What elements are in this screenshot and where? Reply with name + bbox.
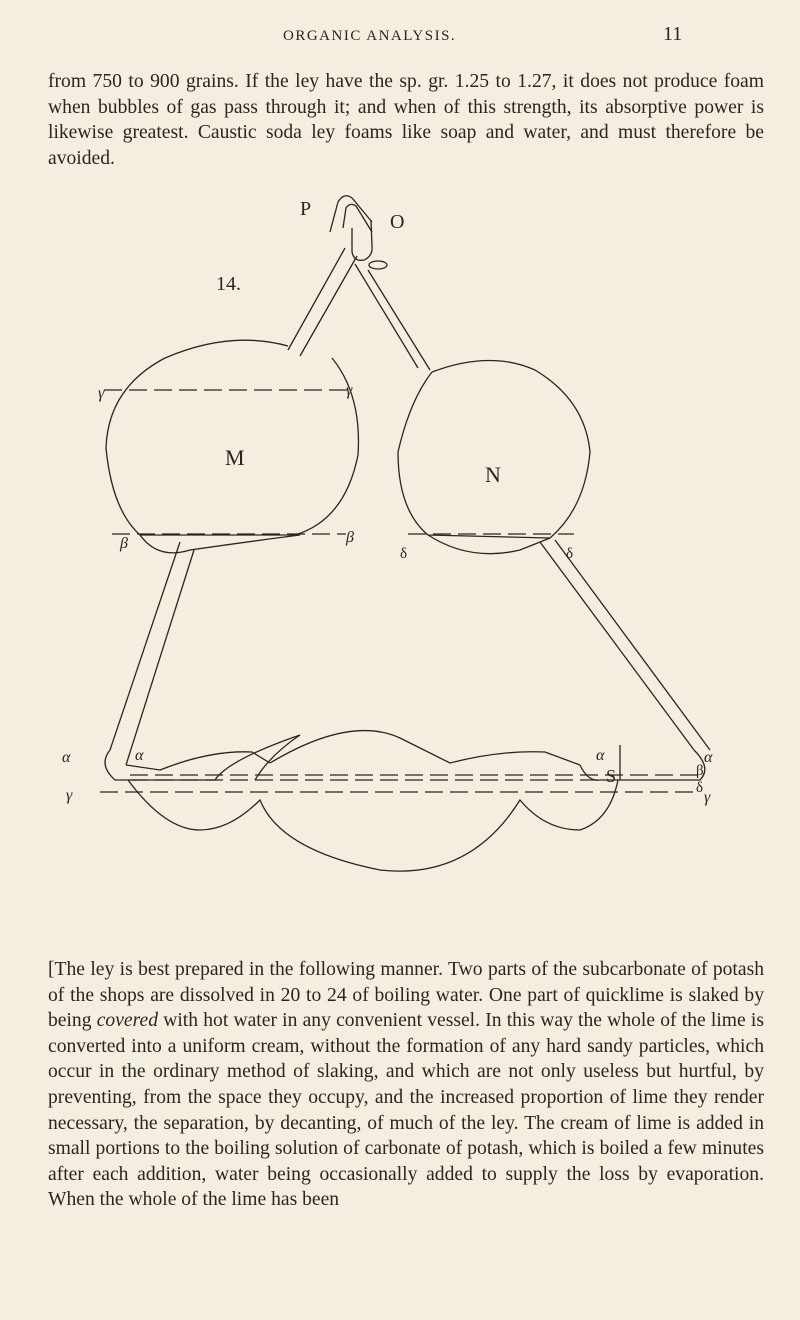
label-gamma-left: γ [98,385,105,402]
running-title: ORGANIC ANALYSIS. [283,28,457,44]
liebig-potash-apparatus-diagram [0,190,800,950]
lower-belly [128,780,618,871]
bulb-m [106,340,358,535]
label-alpha-right: α [704,749,713,766]
right-long-tube-outer [540,542,694,750]
tube-p-inner [343,204,372,232]
right-tube-inner [355,264,418,368]
label-alpha-left: α [62,749,71,766]
left-long-tube-outer [110,542,180,750]
label-alpha-inner-right: α [596,747,605,764]
label-s: S [606,766,617,786]
label-p: P [300,198,312,220]
left-long-tube-inner [126,550,194,765]
tube-p-outline [330,196,372,232]
bulb-n [398,360,590,538]
paragraph-preparation-part-1: [The ley is best prepared in the following manner. Two parts of the subcarbonate of potash of the shops are dissolved in 20 to 24 of boiling water. One part of quicklime is slaked by being [48,959,764,1032]
bulb-m-neck [140,535,300,553]
label-beta-m-left: β [120,535,128,552]
page-number: 11 [663,23,683,45]
label-gamma-bottom-left: γ [66,787,73,804]
label-beta-m-right: β [346,529,354,546]
label-m: M [225,445,245,470]
label-gamma-bottom-right: γ [704,789,711,806]
label-delta-n-left: δ [400,546,408,562]
emphasis-covered: covered [96,1010,159,1032]
label-n: N [485,462,501,487]
paragraph-preparation [48,957,764,1213]
label-o: O [390,211,405,233]
page-header [0,23,800,52]
label-gamma-right: γ [346,382,353,399]
left-tube-inner [300,256,357,356]
tube-o-rim [369,261,387,269]
bottom-right-bulb-top [450,752,580,765]
right-long-tube-inner [555,540,710,750]
figure-number: 14. [216,273,241,295]
bottom-left-bulb-top [126,752,270,770]
label-delta-bottom-right: δ [696,780,704,796]
label-alpha-inner-left: α [135,747,144,764]
figure-14-potash-bulbs [0,190,800,950]
label-delta-n-right: δ [566,546,574,562]
right-tube-outer [368,270,430,370]
paragraph-intro: from 750 to 900 grains. If the ley have the sp. gr. 1.25 to 1.27, it does not produce foam when bubbles of gas pass through it; and when of this strength, its absorptive power is likewise greatest. Caustic soda ley foams like soap and water, and must therefore be avoided. [48,71,764,169]
label-beta-bottom-right: β [696,763,704,779]
paragraph-preparation-part-2: with hot water in any convenient vessel. In this way the whole of the lime is converted into a uniform cream, without the formation of any hard sandy particles, which occur in the ordinary method of slaking, and which are not only useless but hurtful, by preventing, from the space they occupy, and the increased proportion of lime they render necessary, the separation, by decanting, of much of the ley. The cream of lime is added in small portions to the boiling solution of carbonate of potash, which is boiled a few minutes after each addition, water being occasionally added to supply the loss by evaporation. When the whole of the lime has been [48,1010,764,1211]
left-tube-outer [288,248,345,350]
